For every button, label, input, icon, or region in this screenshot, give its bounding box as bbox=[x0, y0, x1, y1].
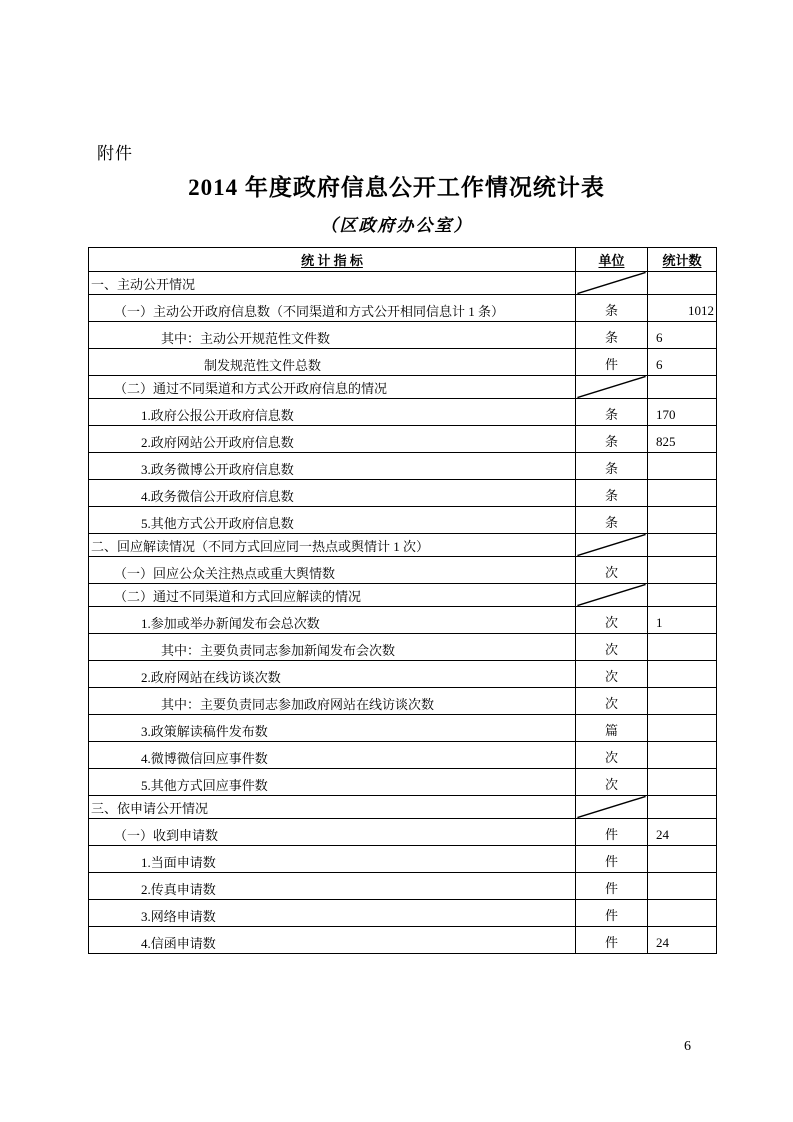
unit-cell-slashed bbox=[576, 534, 648, 557]
unit-cell bbox=[576, 900, 648, 927]
indicator-label: 3.政务微博公开政府信息数 bbox=[89, 453, 576, 480]
indicator-label: 其中：主要负责同志参加新闻发布会次数 bbox=[89, 634, 576, 661]
table-row bbox=[89, 453, 717, 480]
table-row bbox=[89, 846, 717, 873]
table-row bbox=[89, 534, 717, 557]
unit-cell bbox=[576, 399, 648, 426]
stat-value bbox=[648, 453, 717, 480]
indicator-label: 1.当面申请数 bbox=[89, 846, 576, 873]
stat-value bbox=[648, 688, 717, 715]
unit-value: 条 bbox=[604, 488, 618, 503]
document-subtitle: （区政府办公室） bbox=[320, 216, 473, 235]
attachment-label: 附件 bbox=[97, 144, 133, 163]
table-row bbox=[89, 607, 717, 634]
unit-value: 件 bbox=[604, 935, 618, 950]
unit-cell-slashed bbox=[576, 584, 648, 607]
table-row bbox=[89, 426, 717, 453]
unit-cell bbox=[576, 322, 648, 349]
stat-value: 170 bbox=[648, 399, 717, 426]
unit-value: 条 bbox=[604, 330, 618, 345]
unit-cell-slashed bbox=[576, 272, 648, 295]
unit-cell bbox=[576, 688, 648, 715]
unit-value: 次 bbox=[604, 565, 618, 580]
unit-value: 件 bbox=[604, 827, 618, 842]
table-row bbox=[89, 873, 717, 900]
unit-cell bbox=[576, 927, 648, 954]
unit-cell bbox=[576, 661, 648, 688]
unit-value: 条 bbox=[604, 515, 618, 530]
table-row bbox=[89, 927, 717, 954]
indicator-label: 其中：主动公开规范性文件数 bbox=[89, 322, 576, 349]
stat-value bbox=[648, 661, 717, 688]
header-count bbox=[648, 248, 717, 272]
indicator-label: 其中：主要负责同志参加政府网站在线访谈次数 bbox=[89, 688, 576, 715]
table-row bbox=[89, 688, 717, 715]
indicator-label: 一、主动公开情况 bbox=[89, 272, 576, 295]
table-row bbox=[89, 634, 717, 661]
table-row bbox=[89, 819, 717, 846]
indicator-label: （二）通过不同渠道和方式回应解读的情况 bbox=[89, 584, 576, 607]
header-unit-text: 单位 bbox=[598, 253, 625, 268]
unit-cell bbox=[576, 557, 648, 584]
table-row bbox=[89, 376, 717, 399]
unit-value: 次 bbox=[604, 642, 618, 657]
unit-cell bbox=[576, 819, 648, 846]
document-title: 2014 年度政府信息公开工作情况统计表 bbox=[188, 175, 605, 200]
header-count-text: 统计数 bbox=[662, 253, 702, 268]
unit-value: 件 bbox=[604, 357, 618, 372]
unit-value: 篇 bbox=[604, 723, 618, 738]
stat-value bbox=[648, 480, 717, 507]
table-row bbox=[89, 272, 717, 295]
unit-cell bbox=[576, 453, 648, 480]
stat-value bbox=[648, 846, 717, 873]
table-row bbox=[89, 769, 717, 796]
unit-cell bbox=[576, 742, 648, 769]
unit-cell bbox=[576, 634, 648, 661]
indicator-label: 4.信函申请数 bbox=[89, 927, 576, 954]
indicator-label: 2.政府网站在线访谈次数 bbox=[89, 661, 576, 688]
indicator-label: 3.政策解读稿件发布数 bbox=[89, 715, 576, 742]
stat-value bbox=[648, 534, 717, 557]
diagonal-slash-icon bbox=[576, 796, 647, 818]
stat-value bbox=[648, 634, 717, 661]
table-header-row bbox=[89, 248, 717, 272]
stat-value: 24 bbox=[648, 927, 717, 954]
unit-cell bbox=[576, 426, 648, 453]
table-row bbox=[89, 322, 717, 349]
indicator-label: 4.政务微信公开政府信息数 bbox=[89, 480, 576, 507]
stat-value bbox=[648, 507, 717, 534]
unit-value: 条 bbox=[604, 461, 618, 476]
unit-value: 件 bbox=[604, 854, 618, 869]
table-row bbox=[89, 715, 717, 742]
indicator-label: 三、依申请公开情况 bbox=[89, 796, 576, 819]
indicator-label: 5.其他方式回应事件数 bbox=[89, 769, 576, 796]
unit-value: 次 bbox=[604, 777, 618, 792]
stat-value bbox=[648, 796, 717, 819]
unit-cell bbox=[576, 480, 648, 507]
indicator-label: 制发规范性文件总数 bbox=[89, 349, 576, 376]
table-row bbox=[89, 349, 717, 376]
table-row bbox=[89, 584, 717, 607]
indicator-label: 2.政府网站公开政府信息数 bbox=[89, 426, 576, 453]
stat-value bbox=[648, 742, 717, 769]
table-row bbox=[89, 557, 717, 584]
stat-value bbox=[648, 715, 717, 742]
unit-cell bbox=[576, 846, 648, 873]
stat-value bbox=[648, 376, 717, 399]
stat-value bbox=[648, 272, 717, 295]
stat-value: 825 bbox=[648, 426, 717, 453]
diagonal-slash-icon bbox=[576, 376, 647, 398]
unit-cell-slashed bbox=[576, 376, 648, 399]
unit-cell bbox=[576, 873, 648, 900]
page-number: 6 bbox=[684, 1039, 691, 1054]
indicator-label: 1.政府公报公开政府信息数 bbox=[89, 399, 576, 426]
unit-cell bbox=[576, 715, 648, 742]
statistics-table bbox=[88, 247, 717, 954]
indicator-label: 4.微博微信回应事件数 bbox=[89, 742, 576, 769]
table-row bbox=[89, 900, 717, 927]
indicator-label: （二）通过不同渠道和方式公开政府信息的情况 bbox=[89, 376, 576, 399]
stat-value bbox=[648, 769, 717, 796]
indicator-label: 3.网络申请数 bbox=[89, 900, 576, 927]
unit-value: 件 bbox=[604, 881, 618, 896]
table-row bbox=[89, 661, 717, 688]
unit-value: 条 bbox=[604, 407, 618, 422]
unit-cell-slashed bbox=[576, 796, 648, 819]
indicator-label: 2.传真申请数 bbox=[89, 873, 576, 900]
header-indicator-text: 统 计 指 标 bbox=[301, 253, 363, 268]
diagonal-slash-icon bbox=[576, 534, 647, 556]
table-row bbox=[89, 480, 717, 507]
table-row bbox=[89, 507, 717, 534]
indicator-label: 5.其他方式公开政府信息数 bbox=[89, 507, 576, 534]
stat-value bbox=[648, 873, 717, 900]
indicator-label: （一）收到申请数 bbox=[89, 819, 576, 846]
unit-value: 次 bbox=[604, 669, 618, 684]
unit-cell bbox=[576, 349, 648, 376]
indicator-label: （一）回应公众关注热点或重大舆情数 bbox=[89, 557, 576, 584]
stat-value bbox=[648, 900, 717, 927]
indicator-label: 1.参加或举办新闻发布会总次数 bbox=[89, 607, 576, 634]
unit-cell bbox=[576, 769, 648, 796]
header-indicator bbox=[89, 248, 576, 272]
unit-value: 次 bbox=[604, 696, 618, 711]
stat-value: 24 bbox=[648, 819, 717, 846]
stat-value: 6 bbox=[648, 322, 717, 349]
diagonal-slash-icon bbox=[576, 584, 647, 606]
unit-cell bbox=[576, 295, 648, 322]
header-unit bbox=[576, 248, 648, 272]
stat-value: 6 bbox=[648, 349, 717, 376]
unit-cell bbox=[576, 507, 648, 534]
unit-value: 件 bbox=[604, 908, 618, 923]
unit-value: 次 bbox=[604, 615, 618, 630]
unit-value: 条 bbox=[604, 303, 618, 318]
indicator-label: 二、回应解读情况（不同方式回应同一热点或舆情计 1 次） bbox=[89, 534, 576, 557]
table-row bbox=[89, 742, 717, 769]
table-row bbox=[89, 295, 717, 322]
indicator-label: （一）主动公开政府信息数（不同渠道和方式公开相同信息计 1 条） bbox=[89, 295, 576, 322]
table-row bbox=[89, 796, 717, 819]
stat-value: 1012 bbox=[648, 295, 717, 322]
unit-value: 次 bbox=[604, 750, 618, 765]
stat-value bbox=[648, 584, 717, 607]
stat-value bbox=[648, 557, 717, 584]
table-body bbox=[89, 272, 717, 954]
diagonal-slash-icon bbox=[576, 272, 647, 294]
table-row bbox=[89, 399, 717, 426]
unit-cell bbox=[576, 607, 648, 634]
unit-value: 条 bbox=[604, 434, 618, 449]
stat-value: 1 bbox=[648, 607, 717, 634]
